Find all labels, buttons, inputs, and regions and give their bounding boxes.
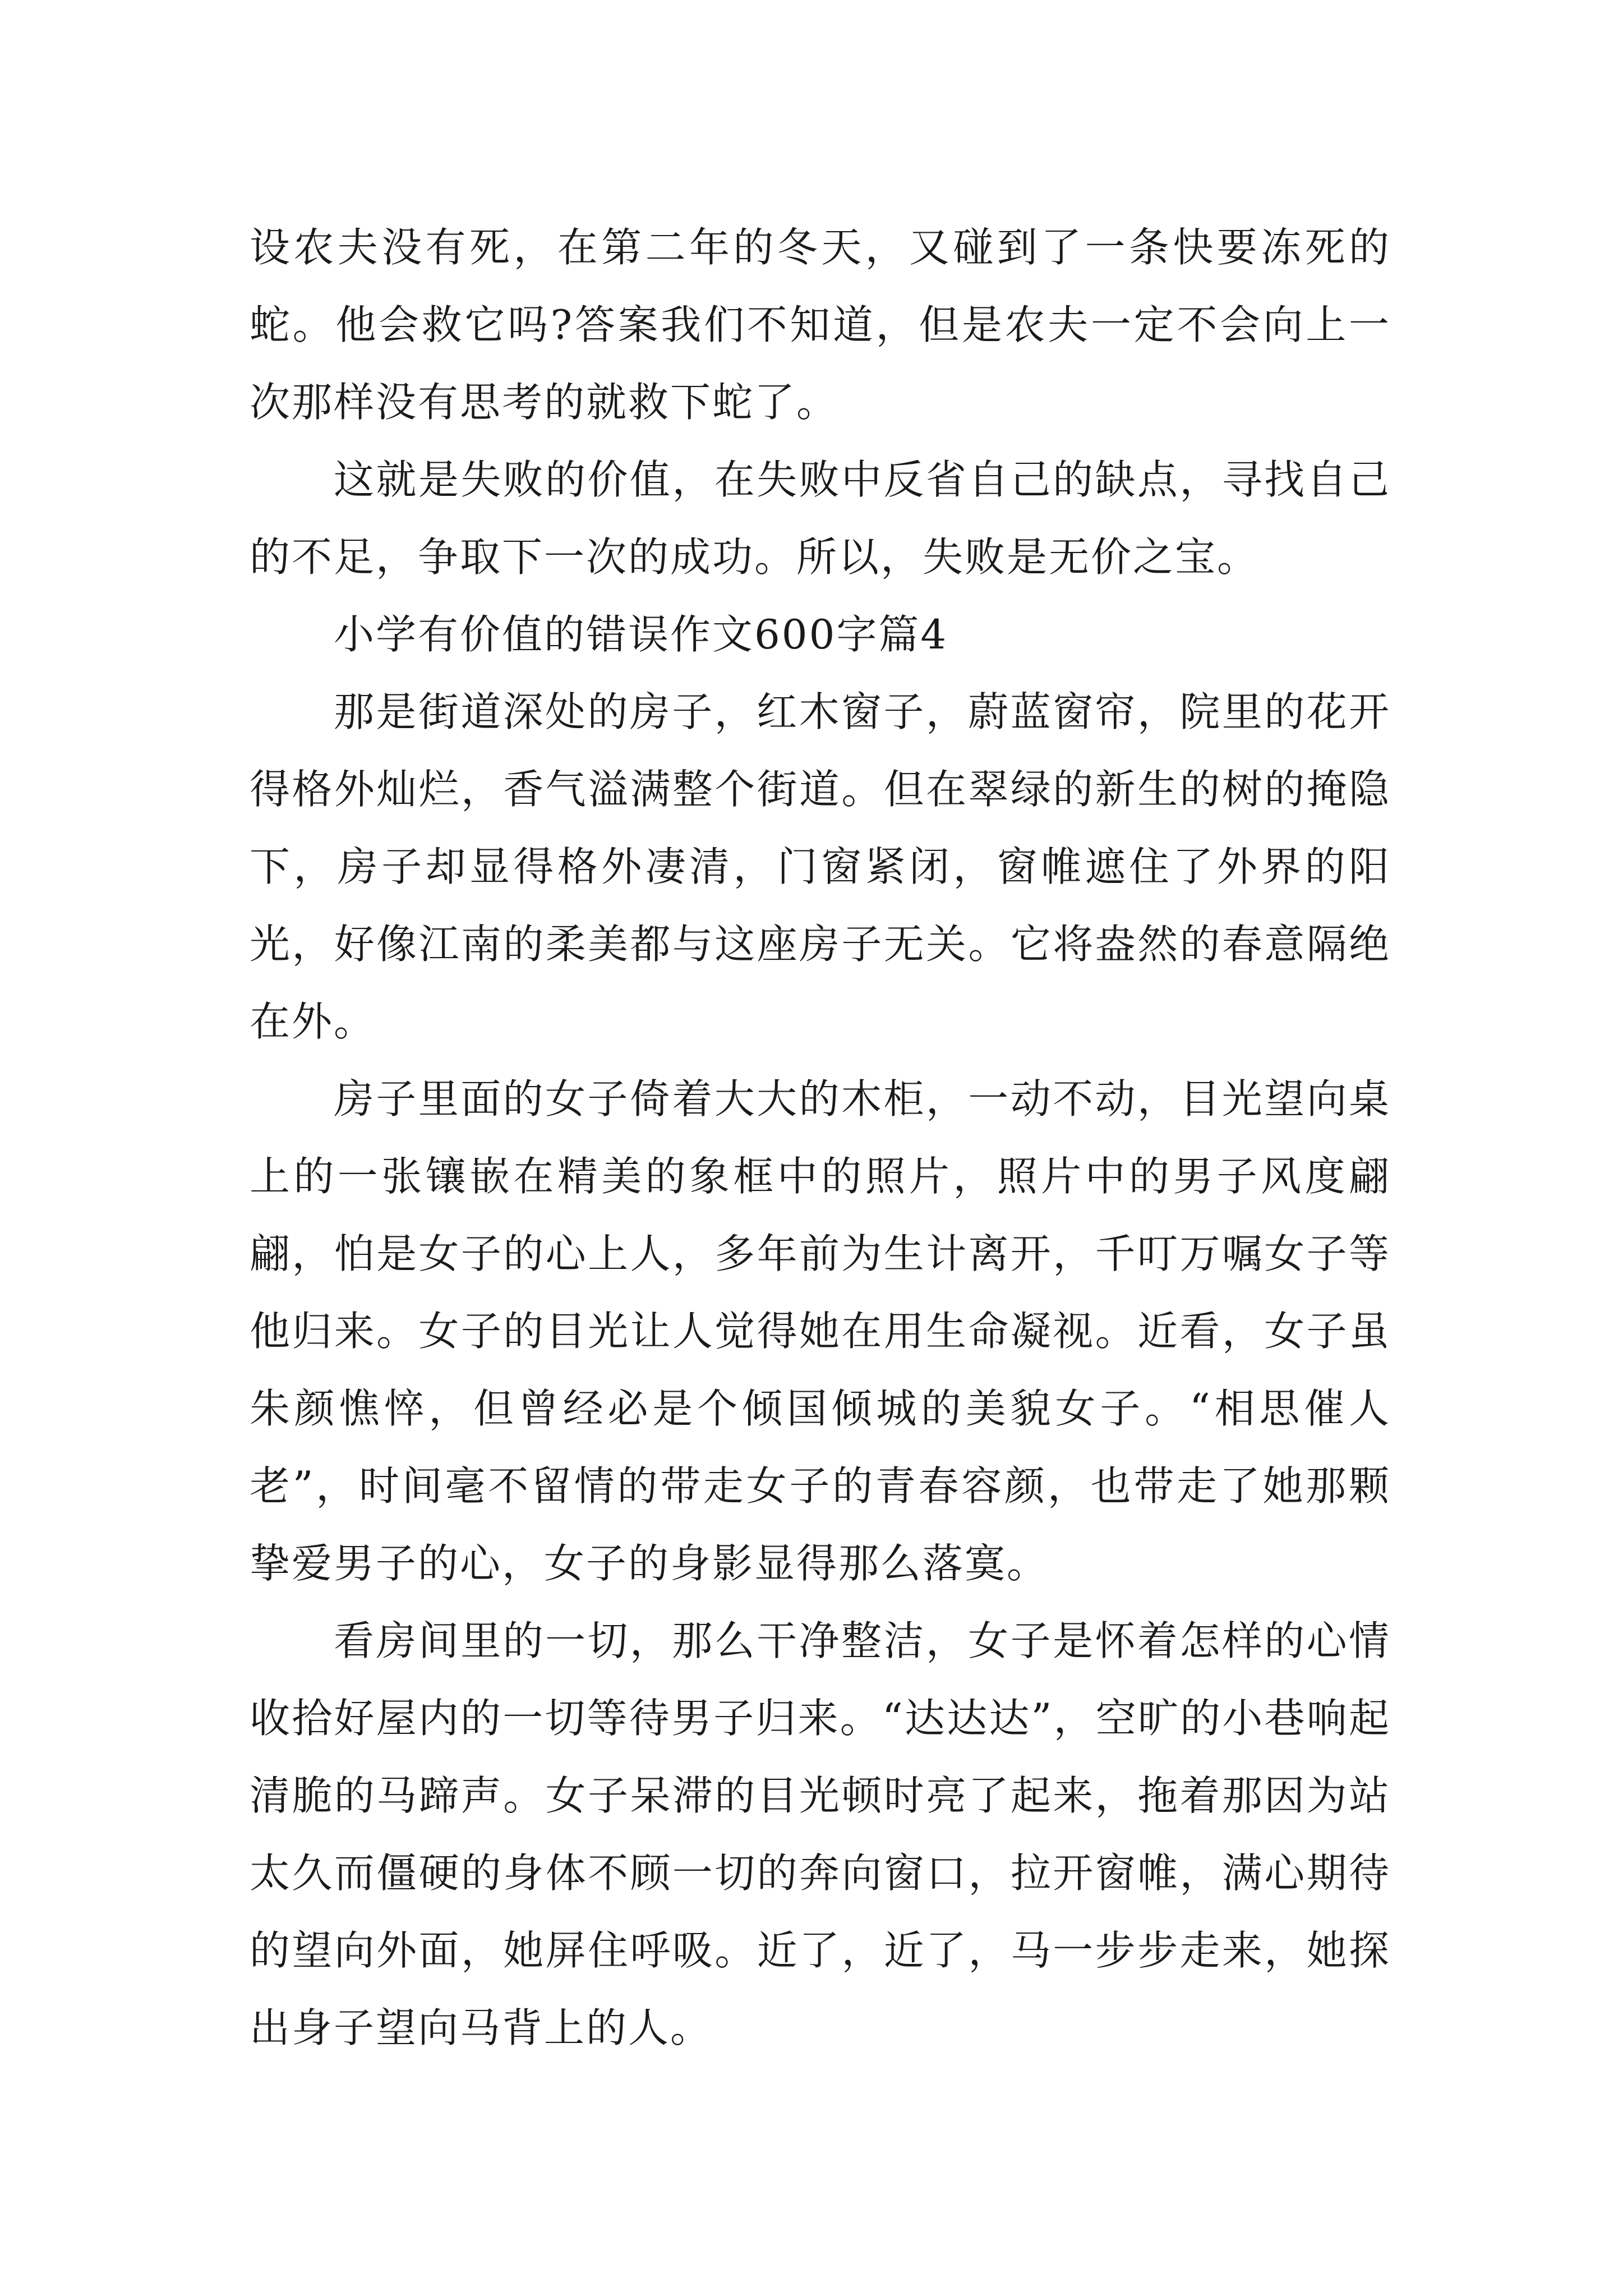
paragraph-room: 看房间里的一切，那么干净整洁，女子是怀着怎样的心情收拾好屋内的一切等待男子归来。“达达达”，空旷的小巷响起清脆的马蹄声。女子呆滞的目光顿时亮了起来，拖着那因为站太久而僵硬的身体不顾一切的奔向窗口，拉开窗帷，满心期待的望向外面，她屏住呼吸。近了，近了，马一步步走来，她探出身子望向马背上的人。 bbox=[250, 1617, 1391, 2051]
essay-heading: 小学有价值的错误作文600字篇4 bbox=[334, 611, 948, 658]
document-body bbox=[250, 209, 1391, 2067]
paragraph-failure-value: 这就是失败的价值，在失败中反省自己的缺点，寻找自己的不足，争取下一次的成功。所以，失败是无价之宝。 bbox=[250, 456, 1391, 581]
paragraph-woman: 房子里面的女子倚着大大的木柜，一动不动，目光望向桌上的一张镶嵌在精美的象框中的照片，照片中的男子风度翩翩，怕是女子的心上人，多年前为生计离开，千叮万嘱女子等他归来。女子的目光让人觉得她在用生命凝视。近看，女子虽朱颜憔悴，但曾经必是个倾国倾城的美貌女子。“相思催人老”，时间毫不留情的带走女子的青春容颜，也带走了她那颗挚爱男子的心，女子的身影显得那么落寞。 bbox=[250, 1075, 1391, 1587]
paragraph-continuation: 设农夫没有死，在第二年的冬天，又碰到了一条快要冻死的蛇。他会救它吗?答案我们不知道，但是农夫一定不会向上一次那样没有思考的就救下蛇了。 bbox=[250, 224, 1391, 426]
paragraph-house: 那是街道深处的房子，红木窗子，蔚蓝窗帘，院里的花开得格外灿烂，香气溢满整个街道。但在翠绿的新生的树的掩隐下，房子却显得格外凄清，门窗紧闭，窗帷遮住了外界的阳光，好像江南的柔美都与这座房子无关。它将盎然的春意隔绝在外。 bbox=[250, 688, 1391, 1045]
